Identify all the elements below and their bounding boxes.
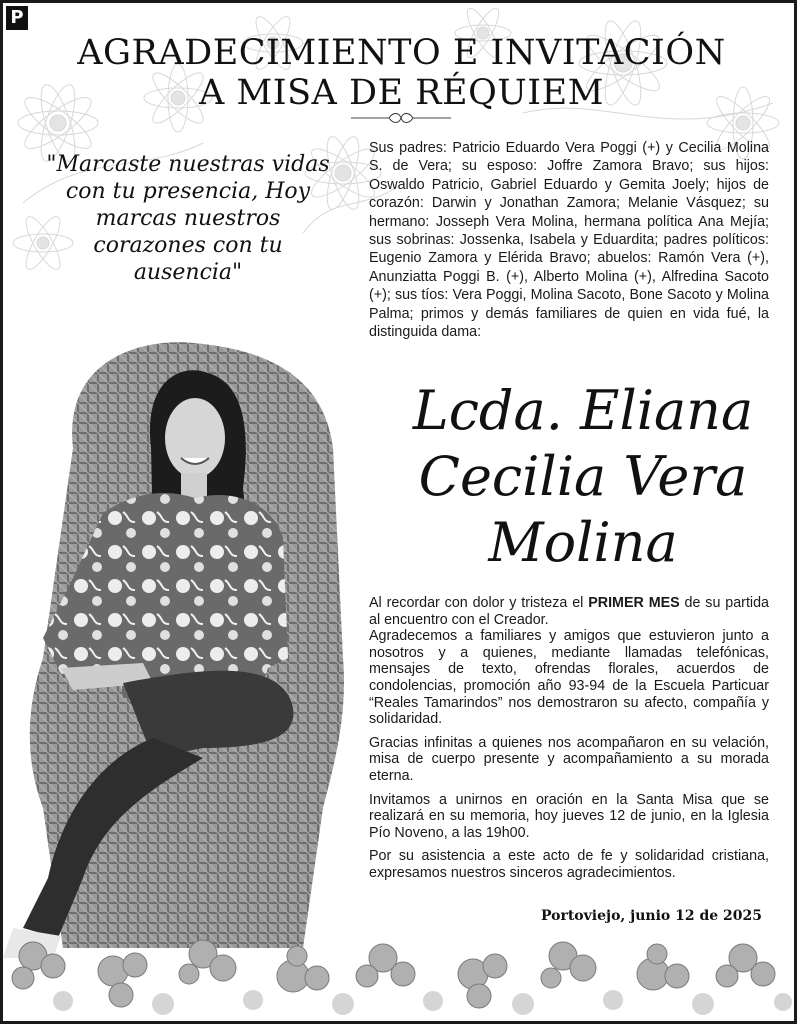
paragraph-4: Invitamos a unirnos en oración en la Santa Misa que se realizará en su memoria, hoy jueves 12 de junio, en la Iglesia Pío Noveno, a las 19h00. (369, 791, 769, 841)
deceased-name-line-3: Molina (488, 511, 678, 574)
first-month-emphasis: PRIMER MES (588, 595, 680, 611)
dateline: Portoviejo, junio 12 de 2025 (540, 908, 762, 924)
floral-border-bottom (3, 916, 797, 1021)
paragraph-2: Agradecemos a familiares y amigos que estuvieron junto a nosotros y a quienes, mediante llamadas telefónicas, mensajes de texto, ofrendas florales, acuerdos de condolencias, promoción año 93-94 de la Escuela Particuar “Reales Tamarindos” nos demostraron su afecto, compañía y solidaridad. (369, 628, 769, 728)
body-text (369, 595, 769, 889)
paragraph-5: Por su asistencia a este acto de fe y solidaridad cristiana, expresamos nuestros sinceros agradecimientos. (369, 848, 769, 881)
paragraph-3: Gracias infinitas a quienes nos acompañaron en su velación, misa de cuerpo presente y acompañamiento a su morada eterna. (369, 734, 769, 784)
deceased-name-line-2: Cecilia Vera (418, 445, 748, 508)
deceased-name-line-1: Lcda. Eliana (412, 379, 754, 442)
family-list: Sus padres: Patricio Eduardo Vera Poggi (+) y Cecilia Molina S. de Vera; su esposo: Joffre Zamora Bravo; sus hijos: Oswaldo Patricio, Gabriel Eduardo y Gemita Joely; hijos de corazón: Darwin y Jonathan Zamora; Melanie Vásquez; su hermano: Josseph Vera Molina, hermana política Ana Mejía; sus sobrinas: Jossenka, Isabela y Eduardita; padres políticos: Eugenio Zamora y Elérida Bravo; abuelos: Ramón Vera (+), Anunziatta Poggi B. (+), Alberto Molina (+), Alfredina Sacoto (+); sus tíos: Vera Poggi, Molina Sacoto, Bone Sacoto y Molina Palma; primos y demás familiares de quien en vida fué, la distinguida dama: (369, 140, 769, 341)
newspaper-logo: P (6, 6, 28, 30)
portrait-photo (3, 338, 363, 968)
ornament-divider (351, 111, 451, 125)
deceased-name (383, 378, 783, 576)
title-line-2: A MISA DE RÉQUIEM (199, 73, 604, 113)
title-line-1: AGRADECIMIENTO E INVITACIÓN (77, 33, 726, 73)
memorial-quote: "Marcaste nuestras vidas con tu presencia, Hoy marcas nuestros corazones con tu ausencia" (46, 152, 330, 285)
paragraph-1: Al recordar con dolor y tristeza el PRIMER MES de su partida al encuentro con el Creador. (369, 595, 769, 628)
